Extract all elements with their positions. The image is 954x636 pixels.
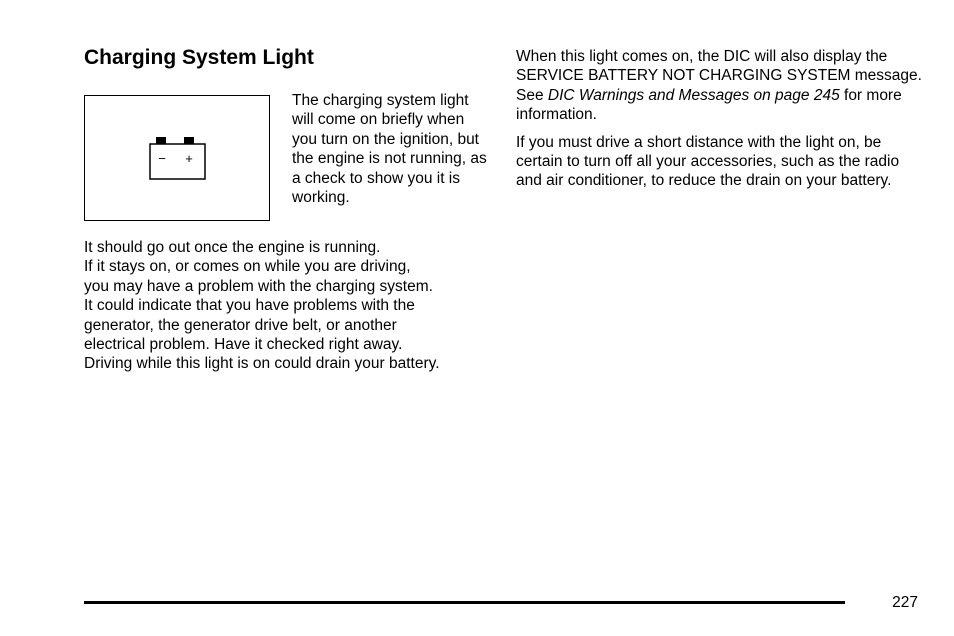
battery-plus-symbol: + bbox=[185, 151, 193, 166]
battery-icon-frame bbox=[84, 95, 270, 221]
battery-terminal-left bbox=[156, 137, 166, 144]
battery-icon bbox=[148, 135, 208, 181]
cross-reference-link[interactable]: DIC Warnings and Messages on page 245 bbox=[547, 86, 840, 104]
body-line: electrical problem. Have it checked right away. bbox=[84, 336, 403, 354]
footer-rule bbox=[84, 601, 845, 604]
section-title: Charging System Light bbox=[84, 46, 314, 69]
body-line: If it stays on, or comes on while you are driving, bbox=[84, 258, 411, 276]
dic-message-text: When this light comes on, the DIC will also display the SERVICE BATTERY NOT CHARGING SYSTEM message. See bbox=[516, 48, 922, 104]
body-line: It could indicate that you have problems with the bbox=[84, 297, 415, 315]
right-column bbox=[516, 47, 926, 199]
dic-message-paragraph bbox=[516, 47, 926, 125]
page-number: 227 bbox=[892, 594, 918, 611]
body-line: you may have a problem with the charging system. bbox=[84, 277, 433, 295]
battery-minus-symbol: − bbox=[158, 151, 166, 166]
drive-advice-paragraph: If you must drive a short distance with the light on, be certain to turn off all your accessories, such as the radio and air conditioner, to reduce the drain on your battery. bbox=[516, 133, 900, 190]
body-line: It should go out once the engine is running. bbox=[84, 239, 381, 256]
dic-message-text-end: for more information. bbox=[516, 86, 902, 124]
body-line: generator, the generator drive belt, or another bbox=[84, 316, 397, 334]
left-body-text bbox=[84, 238, 494, 374]
battery-terminal-right bbox=[184, 137, 194, 144]
body-line: Driving while this light is on could drain your battery. bbox=[84, 355, 440, 373]
icon-description: The charging system light will come on briefly when you turn on the ignition, but the engine is not running, as a check to show you it is working. bbox=[292, 92, 487, 207]
